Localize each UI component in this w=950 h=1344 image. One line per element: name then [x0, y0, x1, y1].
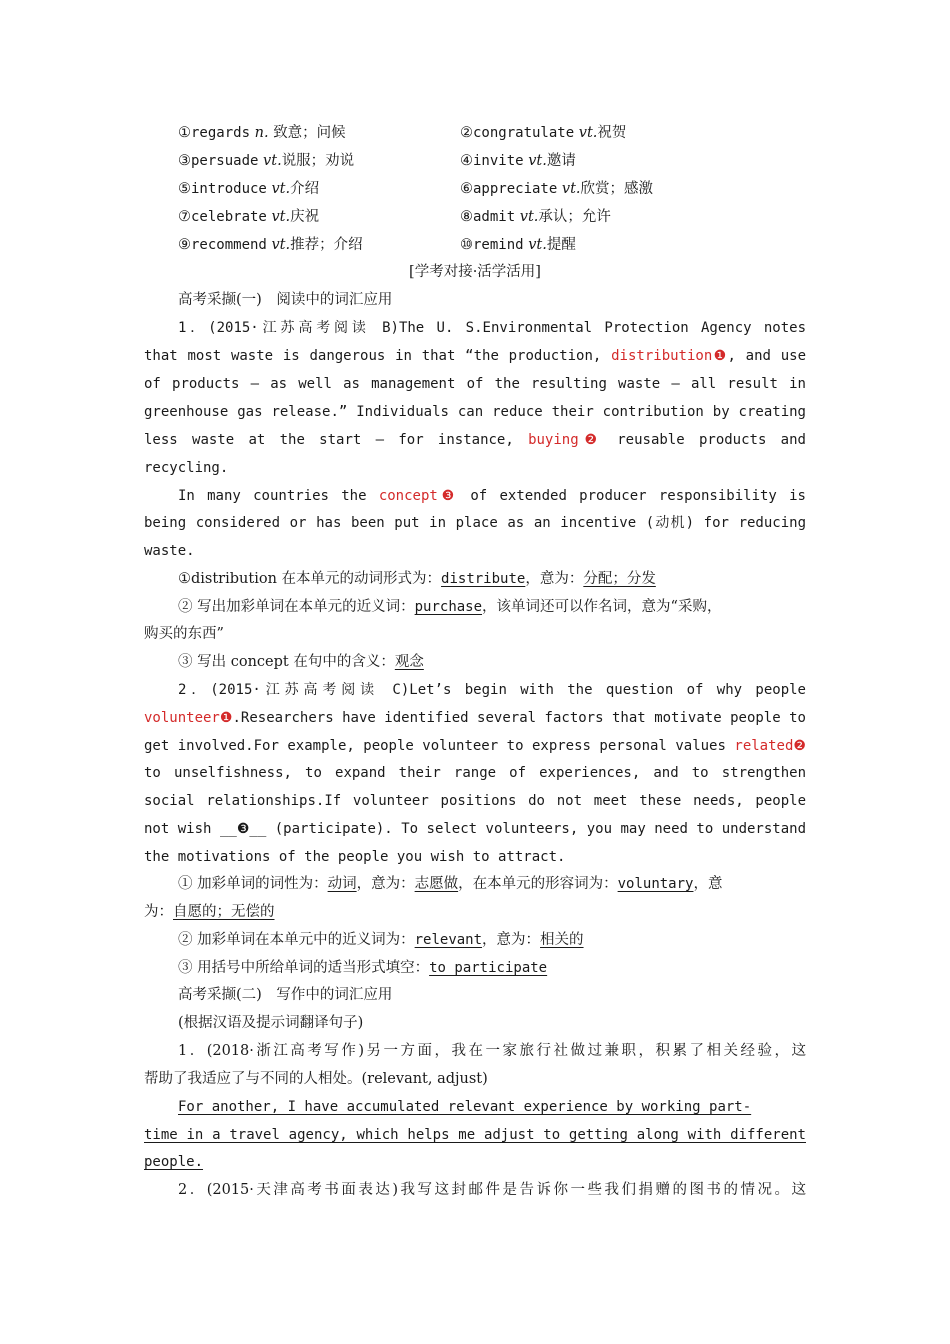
- q2-line: the motivations of the people you wish to attract.: [144, 849, 566, 865]
- vocab-item: ③persuade vt.说服；劝说: [178, 153, 355, 169]
- vocab-item: ②congratulate vt.祝贺: [460, 125, 627, 141]
- vocab-item: ⑦celebrate vt.庆祝: [178, 209, 320, 225]
- q1-answer: 购买的东西”: [144, 626, 224, 642]
- vocab-item: ⑩remind vt.提醒: [460, 237, 576, 253]
- w1-answer: time in a travel agency, which helps me adjust to getting along with different: [144, 1127, 806, 1143]
- q1-line: being considered or has been put in place as an incentive (动机) for reducing: [144, 515, 806, 531]
- highlight-word: volunteer❶: [144, 710, 233, 726]
- w2-prompt: 2．(2015·天津高考书面表达)我写这封邮件是告诉你一些我们捐赠的图书的情况。这: [178, 1182, 806, 1198]
- vocab-item: ①regards n. 致意；问候: [178, 125, 346, 141]
- vocab-item: ⑥appreciate vt.欣赏；感激: [460, 181, 654, 197]
- q1-line: of products — as well as management of the resulting waste — all result in: [144, 376, 806, 392]
- q1-line: 1．(2015·江苏高考阅读 B)The U. S.Environmental Protection Agency notes: [178, 320, 806, 336]
- q2-line: get involved.For example, people volunteer to express personal values related❷: [144, 738, 806, 754]
- w1-answer: For another, I have accumulated relevant experience by working part-: [178, 1099, 752, 1115]
- highlight-word: concept❸: [378, 488, 459, 504]
- q2-line: volunteer❶.Researchers have identified several factors that motivate people to: [144, 710, 806, 726]
- w1-prompt: 帮助了我适应了与不同的人相处。(relevant, adjust): [144, 1071, 488, 1087]
- q1-line: recycling.: [144, 460, 229, 476]
- vocab-item: ④invite vt.邀请: [460, 153, 576, 169]
- q1-line: that most waste is dangerous in that “the production, distribution❶, and use: [144, 348, 806, 364]
- q2-answer: ③ 用括号中所给单词的适当形式填空：to participate: [178, 960, 548, 976]
- q2-line: not wish __❸__ (participate). To select volunteers, you may need to understand: [144, 821, 806, 837]
- vocab-item: ⑤introduce vt.介绍: [178, 181, 320, 197]
- highlight-word: related❷: [734, 738, 806, 754]
- w1-answer: people.: [144, 1154, 204, 1170]
- part2-heading: 高考采撷(二) 写作中的词汇应用: [178, 987, 393, 1003]
- q2-line: social relationships.If volunteer positions do not meet these needs, people: [144, 793, 806, 809]
- q2-answer: 为：自愿的；无偿的: [144, 904, 275, 920]
- q2-answer: ① 加彩单词的词性为：动词，意为：志愿做，在本单元的形容词为：voluntary，意: [178, 876, 723, 892]
- q1-answer: ② 写出加彩单词在本单元的近义词：purchase，该单词还可以作名词，意为“采购，: [178, 599, 722, 615]
- q1-answer: ③ 写出 concept 在句中的含义：观念: [178, 654, 424, 670]
- part1-heading: 高考采撷(一) 阅读中的词汇应用: [178, 292, 393, 308]
- section-title: [学考对接·活学活用]: [409, 264, 541, 280]
- part2-note: (根据汉语及提示词翻译句子): [178, 1015, 364, 1031]
- q1-answer: ①distribution 在本单元的动词形式为：distribute，意为：分配；分发: [178, 571, 656, 587]
- vocab-item: ⑨recommend vt.推荐；介绍: [178, 237, 363, 253]
- q1-line: waste.: [144, 543, 195, 559]
- q2-line: to unselfishness, to expand their range of experiences, and to strengthen: [144, 765, 806, 781]
- q1-line: less waste at the start — for instance, buying❷ reusable products and: [144, 432, 806, 448]
- q2-line: 2．(2015·江苏高考阅读 C)Let’s begin with the question of why people: [178, 682, 806, 698]
- blank: __❸__: [219, 821, 267, 837]
- highlight-word: distribution❶: [611, 348, 728, 364]
- q1-line: In many countries the concept❸ of extended producer responsibility is: [178, 488, 806, 504]
- q2-answer: ② 加彩单词在本单元中的近义词为：relevant，意为：相关的: [178, 932, 584, 948]
- w1-prompt: 1．(2018·浙江高考写作)另一方面，我在一家旅行社做过兼职，积累了相关经验，这: [178, 1043, 806, 1059]
- vocab-item: ⑧admit vt.承认；允许: [460, 209, 611, 225]
- q1-line: greenhouse gas release.” Individuals can reduce their contribution by creating: [144, 404, 806, 420]
- highlight-word: buying❷: [528, 432, 603, 448]
